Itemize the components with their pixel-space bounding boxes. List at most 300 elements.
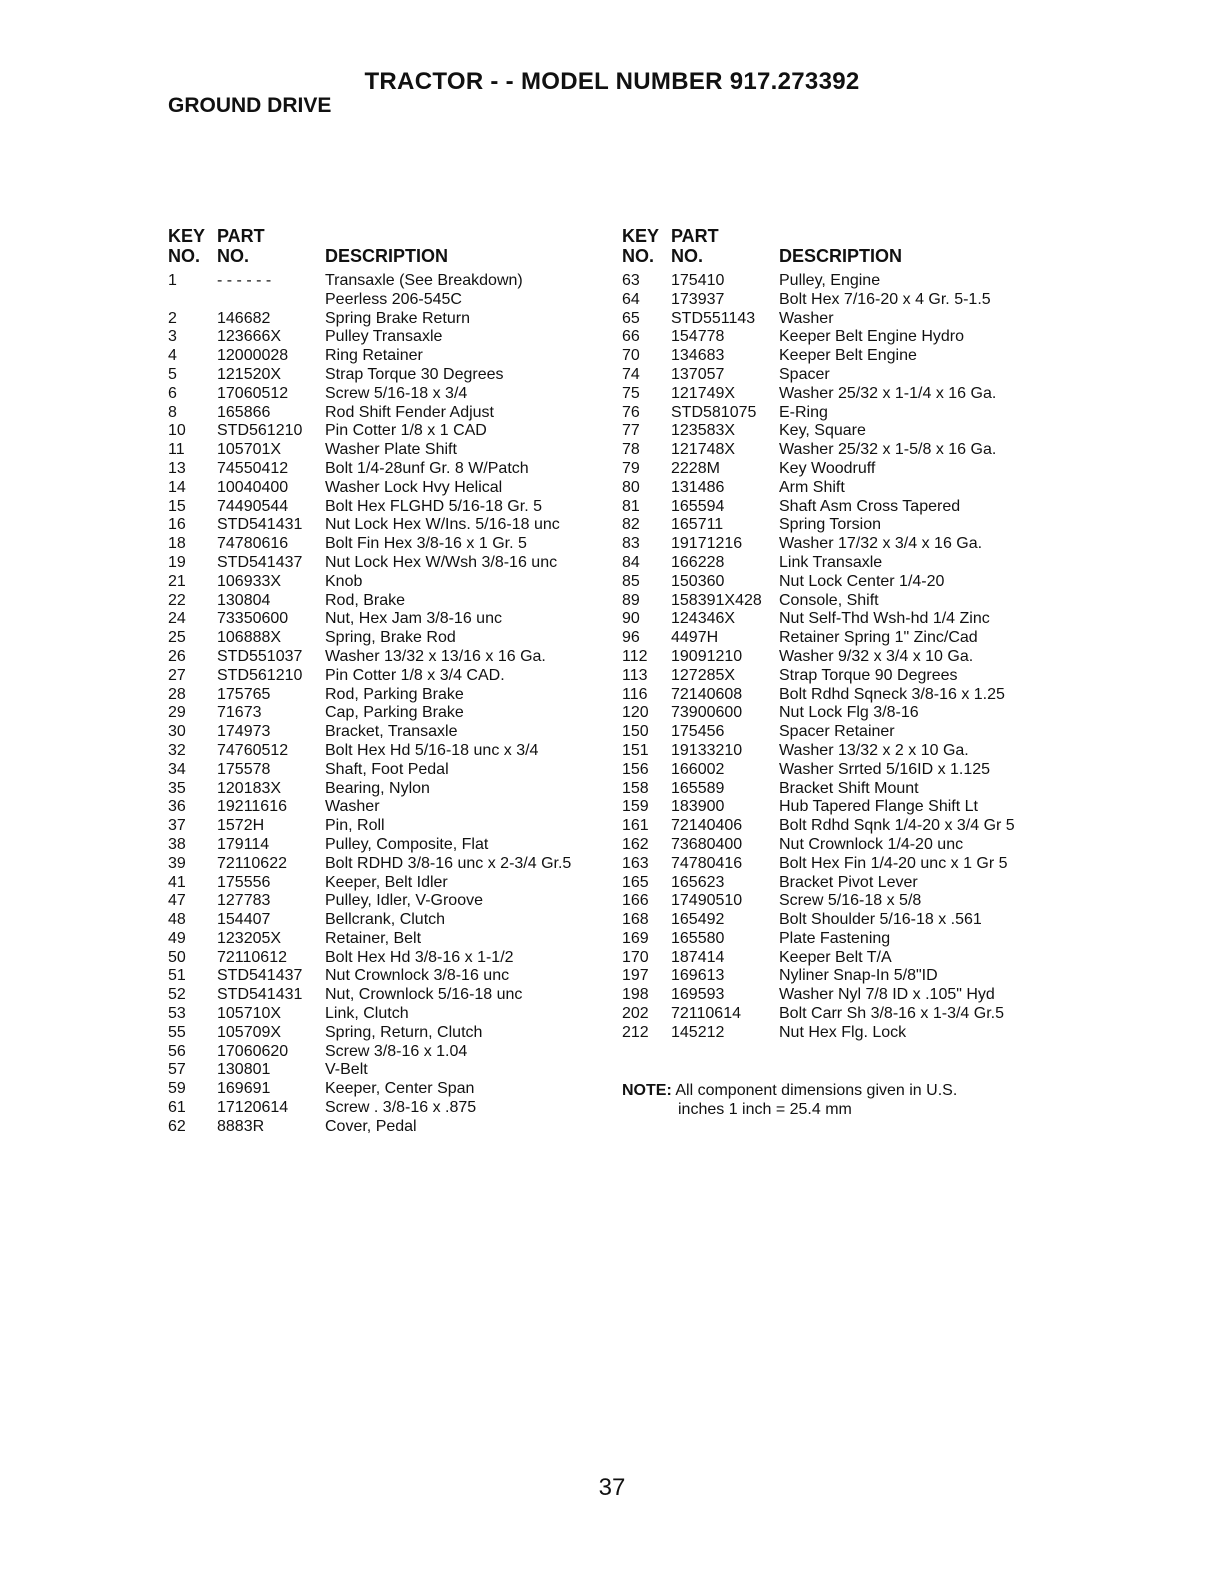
key-no: 24 — [168, 610, 186, 628]
header-description: DESCRIPTION — [779, 246, 903, 266]
key-no: 62 — [168, 1117, 186, 1135]
part-no: 183900 — [671, 798, 725, 816]
key-no: 75 — [622, 384, 640, 402]
key-no: 82 — [622, 516, 640, 534]
table-row — [168, 441, 608, 460]
key-no: 61 — [168, 1099, 186, 1117]
key-no: 151 — [622, 741, 649, 759]
table-row — [622, 949, 1062, 968]
table-row — [168, 723, 608, 742]
part-no: STD541431 — [217, 986, 303, 1004]
part-no: 74490544 — [217, 497, 289, 515]
description: Bolt Rdhd Sqnk 1/4-20 x 3/4 Gr 5 — [779, 817, 1015, 835]
key-no: 96 — [622, 629, 640, 647]
table-row — [168, 516, 608, 535]
part-no: 173937 — [671, 290, 725, 308]
key-no: 28 — [168, 685, 186, 703]
part-no: 165623 — [671, 873, 725, 891]
table-row — [622, 310, 1062, 329]
table-row — [168, 949, 608, 968]
table-row — [622, 892, 1062, 911]
description: Pin Cotter 1/8 x 3/4 CAD. — [325, 666, 505, 684]
key-no: 150 — [622, 723, 649, 741]
part-no: STD561210 — [217, 422, 303, 440]
description: Washer — [779, 309, 834, 327]
key-no: 27 — [168, 666, 186, 684]
key-no: 59 — [168, 1080, 186, 1098]
key-no: 168 — [622, 911, 649, 929]
table-row — [168, 836, 608, 855]
description: Key, Square — [779, 422, 866, 440]
part-no: 12000028 — [217, 347, 289, 365]
table-row — [168, 874, 608, 893]
description: Strap Torque 30 Degrees — [325, 365, 504, 383]
section-title: GROUND DRIVE — [168, 94, 332, 117]
key-no: 166 — [622, 892, 649, 910]
part-no: 74550412 — [217, 459, 289, 477]
description: Bolt Hex Hd 5/16-18 unc x 3/4 — [325, 741, 539, 759]
table-row — [622, 686, 1062, 705]
table-row — [622, 967, 1062, 986]
table-row — [622, 347, 1062, 366]
description: Nut Lock Hex W/Wsh 3/8-16 unc — [325, 553, 558, 571]
description: Pulley, Idler, V-Groove — [325, 892, 483, 910]
key-no: 14 — [168, 478, 186, 496]
description: Nut Lock Hex W/Ins. 5/16-18 unc — [325, 516, 560, 534]
description: Washer 13/32 x 13/16 x 16 Ga. — [325, 647, 546, 665]
part-no: 123205X — [217, 929, 282, 947]
note-line1: All component dimensions given in U.S. — [675, 1082, 958, 1099]
table-row — [168, 798, 608, 817]
description: Shaft, Foot Pedal — [325, 760, 449, 778]
description: Bellcrank, Clutch — [325, 911, 446, 929]
part-no: 174973 — [217, 723, 271, 741]
key-no: 29 — [168, 704, 186, 722]
description: Keeper Belt Engine — [779, 347, 917, 365]
description: Screw 3/8-16 x 1.04 — [325, 1042, 468, 1060]
part-no: 8883R — [217, 1117, 265, 1135]
key-no: 89 — [622, 591, 640, 609]
part-no: 130801 — [217, 1061, 271, 1079]
description: Screw 5/16-18 x 3/4 — [325, 384, 468, 402]
part-no: 105710X — [217, 1005, 282, 1023]
table-row — [622, 798, 1062, 817]
description: Bolt Hex 7/16-20 x 4 Gr. 5-1.5 — [779, 290, 991, 308]
table-row — [622, 610, 1062, 629]
key-no: 16 — [168, 516, 186, 534]
key-no: 81 — [622, 497, 640, 515]
description: Retainer, Belt — [325, 929, 422, 947]
table-row — [622, 441, 1062, 460]
table-row — [168, 479, 608, 498]
key-no: 212 — [622, 1023, 649, 1041]
table-row — [168, 1099, 608, 1118]
key-no: 35 — [168, 779, 186, 797]
description: Bolt Rdhd Sqneck 3/8-16 x 1.25 — [779, 685, 1005, 703]
description: Pin Cotter 1/8 x 1 CAD — [325, 422, 487, 440]
key-no: 13 — [168, 459, 186, 477]
part-no: 169691 — [217, 1080, 271, 1098]
table-row — [168, 347, 608, 366]
table-row — [168, 366, 608, 385]
description: Cap, Parking Brake — [325, 704, 464, 722]
part-no: STD551143 — [671, 309, 756, 327]
description: Screw 5/16-18 x 5/8 — [779, 892, 922, 910]
note-line2: inches 1 inch = 25.4 mm — [678, 1101, 852, 1118]
table-row — [622, 648, 1062, 667]
key-no: 53 — [168, 1005, 186, 1023]
table-row — [168, 704, 608, 723]
key-no: 50 — [168, 948, 186, 966]
table-row — [622, 422, 1062, 441]
key-no: 22 — [168, 591, 186, 609]
key-no: 197 — [622, 967, 649, 985]
header-key-no: NO. — [622, 246, 655, 266]
key-no: 34 — [168, 760, 186, 778]
description: Spring Brake Return — [325, 309, 470, 327]
description: Nut, Crownlock 5/16-18 unc — [325, 986, 523, 1004]
part-no: 19211616 — [217, 798, 287, 816]
key-no: 39 — [168, 854, 186, 872]
table-row — [168, 535, 608, 554]
part-no: 131486 — [671, 478, 725, 496]
part-no: 150360 — [671, 572, 725, 590]
part-no: STD561210 — [217, 666, 303, 684]
key-no: 163 — [622, 854, 649, 872]
part-no: 127783 — [217, 892, 271, 910]
table-row — [168, 272, 608, 291]
key-no: 37 — [168, 817, 186, 835]
key-no: 116 — [622, 685, 648, 703]
key-no: 170 — [622, 948, 649, 966]
description: Nut Crownlock 3/8-16 unc — [325, 967, 510, 985]
table-header-line1 — [168, 226, 608, 246]
description: Nut Lock Center 1/4-20 — [779, 572, 945, 590]
key-no: 19 — [168, 553, 186, 571]
part-no: 17060620 — [217, 1042, 289, 1060]
description: Washer 25/32 x 1-5/8 x 16 Ga. — [779, 441, 997, 459]
description: Console, Shift — [779, 591, 879, 609]
part-no: 74780416 — [671, 854, 743, 872]
part-no: 19133210 — [671, 741, 743, 759]
table-header-line1 — [622, 226, 1062, 246]
part-no: 130804 — [217, 591, 271, 609]
key-no: 3 — [168, 328, 177, 346]
table-row — [168, 855, 608, 874]
key-no: 51 — [168, 967, 186, 985]
description: Washer 13/32 x 2 x 10 Ga. — [779, 741, 969, 759]
table-row — [622, 460, 1062, 479]
table-row — [622, 780, 1062, 799]
part-no: STD541431 — [217, 516, 303, 534]
description: Washer Nyl 7/8 ID x .105" Hyd — [779, 986, 995, 1004]
part-no: STD551037 — [217, 647, 303, 665]
description: Hub Tapered Flange Shift Lt — [779, 798, 978, 816]
part-no: 165492 — [671, 911, 725, 929]
description: Pulley, Engine — [779, 272, 881, 289]
description: Screw . 3/8-16 x .875 — [325, 1099, 477, 1117]
table-row — [168, 404, 608, 423]
part-no: 73350600 — [217, 610, 289, 628]
description: Washer 17/32 x 3/4 x 16 Ga. — [779, 535, 983, 553]
header-part: PART — [217, 226, 265, 246]
part-no: 106933X — [217, 572, 282, 590]
table-row — [622, 1005, 1062, 1024]
description: E-Ring — [779, 403, 828, 421]
table-row — [168, 667, 608, 686]
part-no: 73680400 — [671, 835, 743, 853]
part-no: 179114 — [217, 835, 270, 853]
table-row — [168, 422, 608, 441]
key-no: 21 — [168, 572, 186, 590]
table-row — [622, 817, 1062, 836]
key-no: 10 — [168, 422, 186, 440]
part-no: 146682 — [217, 309, 271, 327]
key-no: 156 — [622, 760, 649, 778]
key-no: 56 — [168, 1042, 186, 1060]
description: Washer 9/32 x 3/4 x 10 Ga. — [779, 647, 974, 665]
key-no: 47 — [168, 892, 186, 910]
description: Pulley, Composite, Flat — [325, 835, 489, 853]
description: Spring Torsion — [779, 516, 881, 534]
part-no: 105701X — [217, 441, 282, 459]
table-row — [622, 723, 1062, 742]
table-row — [622, 761, 1062, 780]
description: Nut Crownlock 1/4-20 unc — [779, 835, 964, 853]
part-no: STD581075 — [671, 403, 757, 421]
part-no: 10040400 — [217, 478, 289, 496]
part-no: 17120614 — [217, 1099, 289, 1117]
table-row — [622, 855, 1062, 874]
part-no: 175765 — [217, 685, 271, 703]
key-no: 5 — [168, 365, 177, 383]
key-no: 57 — [168, 1061, 186, 1079]
key-no: 26 — [168, 647, 186, 665]
part-no: 74780616 — [217, 535, 289, 553]
key-no: 66 — [622, 328, 640, 346]
description: Nut Lock Flg 3/8-16 — [779, 704, 919, 722]
description: Bolt Hex Hd 3/8-16 x 1-1/2 — [325, 948, 514, 966]
part-no: 74760512 — [217, 741, 289, 759]
table-row — [168, 892, 608, 911]
description: Bolt Hex FLGHD 5/16-18 Gr. 5 — [325, 497, 542, 515]
part-no: 154778 — [671, 328, 725, 346]
table-row — [168, 460, 608, 479]
part-no: 165711 — [671, 516, 724, 534]
description: Spring, Brake Rod — [325, 629, 456, 647]
key-no: 2 — [168, 309, 177, 327]
description: Nut Hex Flg. Lock — [779, 1023, 907, 1041]
description: Arm Shift — [779, 478, 845, 496]
table-row — [622, 328, 1062, 347]
part-no: 72110612 — [217, 948, 287, 966]
description: Bracket Pivot Lever — [779, 873, 918, 891]
table-row — [622, 874, 1062, 893]
description: Bracket Shift Mount — [779, 779, 919, 797]
table-row — [168, 385, 608, 404]
parts-list-right — [622, 272, 1062, 1043]
table-row — [168, 1005, 608, 1024]
description: Cover, Pedal — [325, 1117, 417, 1135]
note-label: NOTE: — [622, 1082, 672, 1099]
key-no: 162 — [622, 835, 649, 853]
description: Bolt RDHD 3/8-16 unc x 2-3/4 Gr.5 — [325, 854, 572, 872]
part-no: 165589 — [671, 779, 725, 797]
part-no: 17060512 — [217, 384, 289, 402]
table-row — [622, 592, 1062, 611]
table-row — [622, 479, 1062, 498]
description: Nut Self-Thd Wsh-hd 1/4 Zinc — [779, 610, 990, 628]
header-key: KEY — [168, 226, 206, 246]
description: Spacer — [779, 365, 830, 383]
part-no: 169613 — [671, 967, 725, 985]
table-row — [622, 404, 1062, 423]
header-key: KEY — [622, 226, 660, 246]
table-row — [168, 930, 608, 949]
description: Peerless 206-545C — [325, 290, 462, 308]
part-no: 175456 — [671, 723, 725, 741]
description: Bolt 1/4-28unf Gr. 8 W/Patch — [325, 459, 529, 477]
part-no: 127285X — [671, 666, 736, 684]
table-row — [168, 780, 608, 799]
key-no: 32 — [168, 741, 186, 759]
key-no: 120 — [622, 704, 649, 722]
table-row — [622, 291, 1062, 310]
key-no: 1 — [168, 272, 177, 289]
key-no: 25 — [168, 629, 186, 647]
part-no: 175578 — [217, 760, 271, 778]
table-row — [168, 742, 608, 761]
part-no: 121749X — [671, 384, 736, 402]
table-row — [168, 1024, 608, 1043]
table-row — [168, 986, 608, 1005]
part-no: 105709X — [217, 1023, 282, 1041]
description: Keeper, Center Span — [325, 1080, 475, 1098]
key-no: 74 — [622, 365, 640, 383]
part-no: 1572H — [217, 817, 265, 835]
table-row — [622, 836, 1062, 855]
description: Link, Clutch — [325, 1005, 409, 1023]
description: Pin, Roll — [325, 817, 385, 835]
part-no: 4497H — [671, 629, 719, 647]
part-no: 124346X — [671, 610, 736, 628]
description: Ring Retainer — [325, 347, 423, 365]
part-no: 19091210 — [671, 647, 743, 665]
key-no: 8 — [168, 403, 177, 421]
key-no: 202 — [622, 1005, 649, 1023]
parts-list-left — [168, 272, 608, 1137]
table-row — [168, 592, 608, 611]
key-no: 64 — [622, 290, 640, 308]
key-no: 158 — [622, 779, 649, 797]
key-no: 6 — [168, 384, 177, 402]
description: Spring, Return, Clutch — [325, 1023, 483, 1041]
table-row — [622, 516, 1062, 535]
part-no: 106888X — [217, 629, 282, 647]
key-no: 85 — [622, 572, 640, 590]
table-row — [622, 272, 1062, 291]
key-no: 83 — [622, 535, 640, 553]
table-row — [168, 310, 608, 329]
part-no: STD541437 — [217, 967, 303, 985]
part-no: 2228M — [671, 459, 720, 477]
description: Rod, Parking Brake — [325, 685, 464, 703]
part-no: 175410 — [671, 272, 725, 289]
key-no: 112 — [622, 647, 648, 665]
table-row — [168, 1080, 608, 1099]
part-no: - - - - - - — [217, 272, 272, 289]
header-part-no: NO. — [671, 246, 704, 266]
table-row — [168, 761, 608, 780]
key-no: 90 — [622, 610, 640, 628]
table-row — [622, 1024, 1062, 1043]
key-no: 4 — [168, 347, 177, 365]
table-row — [168, 573, 608, 592]
table-row — [168, 648, 608, 667]
description: Bolt Carr Sh 3/8-16 x 1-3/4 Gr.5 — [779, 1005, 1004, 1023]
key-no: 169 — [622, 929, 649, 947]
key-no: 41 — [168, 873, 186, 891]
table-row — [622, 385, 1062, 404]
part-no: 17490510 — [671, 892, 743, 910]
key-no: 63 — [622, 272, 640, 289]
part-no: 165580 — [671, 929, 725, 947]
key-no: 84 — [622, 553, 640, 571]
part-no: 158391X428 — [671, 591, 762, 609]
table-header-line2 — [622, 246, 1062, 266]
key-no: 77 — [622, 422, 640, 440]
description: Retainer Spring 1" Zinc/Cad — [779, 629, 978, 647]
description: Washer Plate Shift — [325, 441, 457, 459]
part-no: 145212 — [671, 1023, 725, 1041]
part-no: 154407 — [217, 911, 271, 929]
description: Washer Lock Hvy Helical — [325, 478, 503, 496]
key-no: 113 — [622, 666, 648, 684]
key-no: 80 — [622, 478, 640, 496]
part-no: 123666X — [217, 328, 282, 346]
table-row — [168, 498, 608, 517]
table-row — [622, 366, 1062, 385]
part-no: 123583X — [671, 422, 736, 440]
key-no: 198 — [622, 986, 649, 1004]
description: Washer 25/32 x 1-1/4 x 16 Ga. — [779, 384, 997, 402]
description: Bolt Shoulder 5/16-18 x .561 — [779, 911, 982, 929]
table-row — [622, 667, 1062, 686]
description: Keeper Belt T/A — [779, 948, 892, 966]
part-no: 169593 — [671, 986, 725, 1004]
description: Washer Srrted 5/16ID x 1.125 — [779, 760, 991, 778]
description: Nut, Hex Jam 3/8-16 unc — [325, 610, 502, 628]
key-no: 11 — [168, 441, 185, 459]
key-no: 70 — [622, 347, 640, 365]
key-no: 48 — [168, 911, 186, 929]
description: Rod Shift Fender Adjust — [325, 403, 494, 421]
parts-table-left — [168, 226, 608, 1137]
description: Washer — [325, 798, 380, 816]
description: Transaxle (See Breakdown) — [325, 272, 523, 289]
key-no: 159 — [622, 798, 649, 816]
dimension-note — [622, 1081, 957, 1119]
part-no: 72110614 — [671, 1005, 741, 1023]
table-row — [168, 1118, 608, 1137]
part-no: 165594 — [671, 497, 725, 515]
description: Bolt Fin Hex 3/8-16 x 1 Gr. 5 — [325, 535, 527, 553]
description: Bearing, Nylon — [325, 779, 430, 797]
part-no: 187414 — [671, 948, 725, 966]
key-no: 161 — [622, 817, 649, 835]
part-no: 137057 — [671, 365, 725, 383]
part-no: 72140406 — [671, 817, 743, 835]
